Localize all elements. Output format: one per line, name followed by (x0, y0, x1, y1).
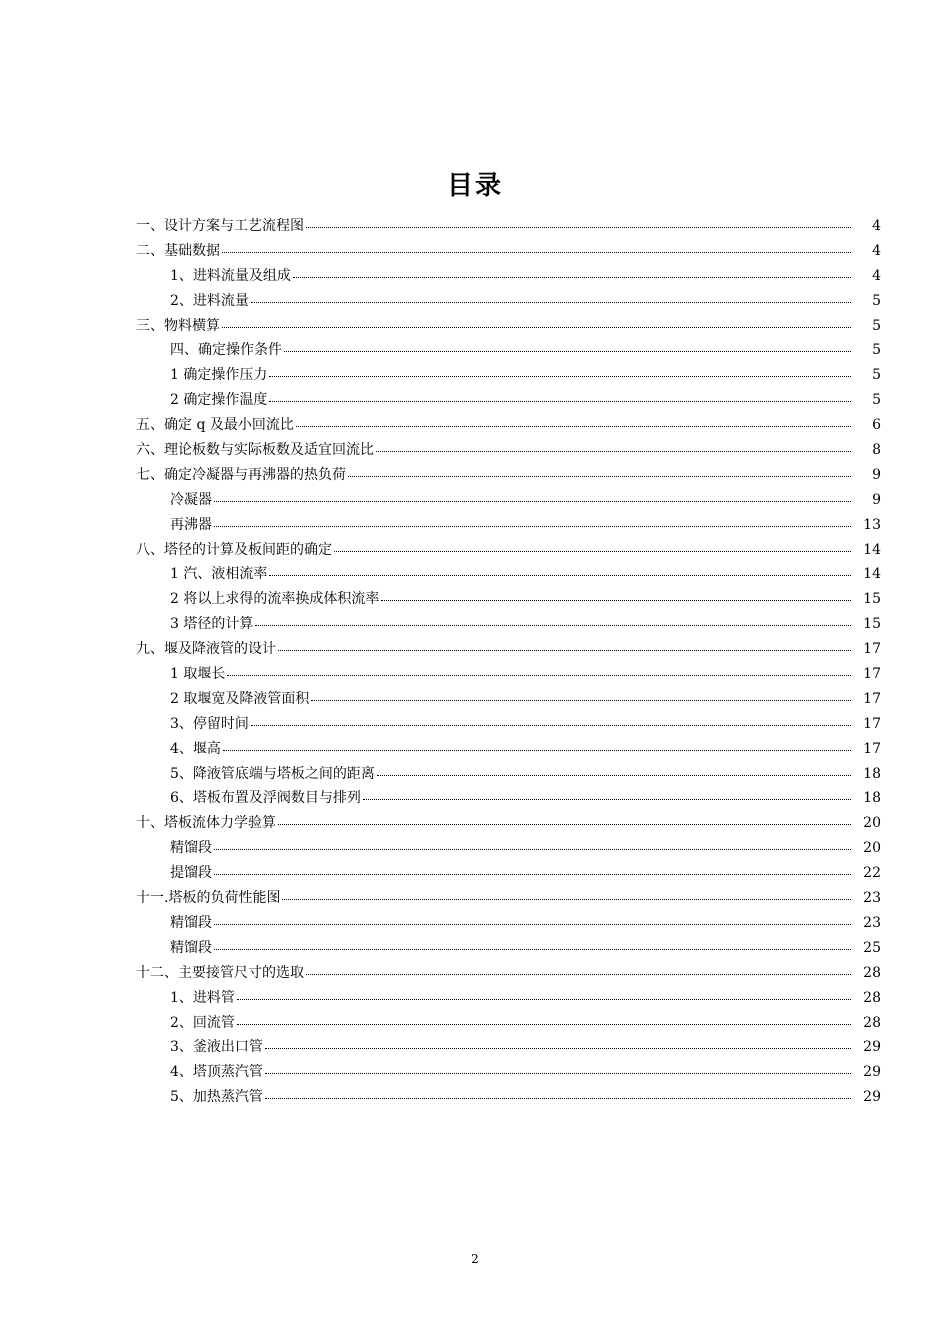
toc-entry-label: 四、确定操作条件 (170, 342, 282, 359)
toc-entry[interactable] (136, 463, 881, 488)
toc-entry[interactable] (136, 687, 881, 712)
toc-entry-page: 17 (863, 690, 881, 707)
toc-entry-label: 精馏段 (170, 914, 212, 931)
toc-dot-leader (237, 1013, 851, 1027)
toc-entry-page: 15 (863, 591, 881, 608)
toc-entry-label: 六、理论板数与实际板数及适宜回流比 (136, 442, 374, 459)
toc-entry[interactable] (136, 662, 881, 687)
toc-entry-label: 三、物料横算 (136, 317, 220, 334)
toc-dot-leader (269, 564, 851, 578)
toc-entry[interactable] (136, 712, 881, 737)
toc-entry-page: 18 (863, 790, 881, 807)
toc-entry[interactable] (136, 264, 881, 289)
toc-entry-label: 五、确定 q 及最小回流比 (136, 417, 294, 434)
toc-entry-label: 2 取堰宽及降液管面积 (170, 690, 310, 707)
toc-entry[interactable] (136, 762, 881, 787)
toc-entry-label: 一、设计方案与工艺流程图 (136, 218, 304, 234)
toc-entry[interactable] (136, 612, 881, 637)
toc-entry-label: 2 确定操作温度 (170, 392, 268, 409)
toc-dot-leader (278, 639, 851, 653)
toc-dot-leader (278, 813, 851, 827)
toc-entry-page: 17 (863, 641, 881, 658)
toc-dot-leader (251, 714, 851, 728)
toc-dot-leader (214, 938, 851, 952)
toc-entry[interactable] (136, 562, 881, 587)
toc-dot-leader (255, 614, 851, 628)
toc-entry-page: 5 (872, 317, 881, 334)
toc-entry[interactable] (136, 1085, 881, 1110)
toc-entry-label: 九、堰及降液管的设计 (136, 641, 276, 658)
toc-entry[interactable] (136, 363, 881, 388)
toc-entry[interactable] (136, 861, 881, 886)
toc-entry[interactable] (136, 1011, 881, 1036)
toc-entry[interactable] (136, 911, 881, 936)
toc-entry-label: 4、堰高 (170, 740, 221, 757)
toc-dot-leader (214, 863, 851, 877)
toc-entry[interactable] (136, 886, 881, 911)
toc-entry[interactable] (136, 587, 881, 612)
toc-entry-label: 十、塔板流体力学验算 (136, 815, 276, 832)
toc-dot-leader (214, 515, 851, 529)
toc-dot-leader (269, 390, 851, 404)
toc-entry-page: 20 (863, 815, 881, 832)
toc-entry[interactable] (136, 836, 881, 861)
toc-entry[interactable] (136, 737, 881, 762)
toc-entry-label: 精馏段 (170, 939, 212, 956)
toc-entry[interactable] (136, 1035, 881, 1060)
toc-entry-label: 2、回流管 (170, 1014, 235, 1031)
toc-entry-page: 28 (863, 964, 881, 981)
toc-dot-leader (223, 739, 851, 753)
toc-entry-label: 5、加热蒸汽管 (170, 1089, 263, 1106)
toc-entry-page: 6 (872, 417, 881, 434)
toc-entry-page: 13 (863, 516, 881, 533)
toc-entry-page: 25 (863, 939, 881, 956)
toc-entry-label: 十一.塔板的负荷性能图 (136, 890, 281, 907)
toc-entry-page: 5 (872, 392, 881, 409)
toc-entry-label: 2、进料流量 (170, 292, 249, 309)
toc-entry-label: 1 确定操作压力 (170, 367, 268, 384)
toc-entry[interactable] (136, 214, 881, 239)
toc-dot-leader (377, 764, 851, 778)
toc-entry-label: 十二、主要接管尺寸的选取 (136, 964, 304, 981)
toc-entry-page: 23 (863, 914, 881, 931)
toc-entry-page: 5 (872, 367, 881, 384)
toc-dot-leader (282, 888, 851, 902)
toc-entry[interactable] (136, 936, 881, 961)
toc-entry-page: 29 (863, 1089, 881, 1106)
toc-dot-leader (306, 963, 851, 977)
toc-entry-page: 29 (863, 1039, 881, 1056)
toc-entry-page: 9 (872, 491, 881, 508)
toc-entry-label: 4、塔顶蒸汽管 (170, 1064, 263, 1081)
toc-entry[interactable] (136, 488, 881, 513)
toc-entry-page: 5 (872, 342, 881, 359)
toc-dot-leader (381, 589, 851, 603)
toc-entry-page: 15 (863, 616, 881, 633)
toc-entry[interactable] (136, 786, 881, 811)
toc-entry-label: 再沸器 (170, 516, 212, 533)
toc-entry-label: 6、塔板布置及浮阀数目与排列 (170, 790, 361, 807)
toc-entry-page: 4 (872, 242, 881, 259)
toc-entry-label: 5、降液管底端与塔板之间的距离 (170, 765, 375, 782)
toc-dot-leader (306, 216, 851, 230)
toc-entry-page: 17 (863, 715, 881, 732)
toc-dot-leader (348, 465, 851, 479)
toc-dot-leader (227, 664, 851, 678)
toc-entry-label: 冷凝器 (170, 491, 212, 508)
toc-dot-leader (265, 1037, 851, 1051)
toc-entry-page: 4 (872, 218, 881, 234)
toc-entry[interactable] (136, 338, 881, 363)
toc-entry[interactable] (136, 314, 881, 339)
toc-entry-label: 1 取堰长 (170, 666, 226, 683)
toc-dot-leader (214, 913, 851, 927)
toc-dot-leader (265, 1062, 851, 1076)
toc-dot-leader (334, 540, 851, 554)
toc-entry-label: 3、釜液出口管 (170, 1039, 263, 1056)
toc-entry-label: 3 塔径的计算 (170, 616, 254, 633)
toc-dot-leader (251, 291, 851, 305)
toc-entry-label: 七、确定冷凝器与再沸器的热负荷 (136, 466, 346, 483)
toc-dot-leader (237, 988, 851, 1002)
toc-entry[interactable] (136, 513, 881, 538)
toc-entry[interactable] (136, 239, 881, 264)
toc-entry-page: 28 (863, 989, 881, 1006)
toc-entry[interactable] (136, 986, 881, 1011)
toc-entry[interactable] (136, 961, 881, 986)
toc-dot-leader (363, 788, 851, 802)
toc-entry[interactable] (136, 413, 881, 438)
toc-entry-label: 1 汽、液相流率 (170, 566, 268, 583)
toc-entry[interactable] (136, 538, 881, 563)
toc-dot-leader (376, 440, 851, 454)
toc-entry-label: 1、进料流量及组成 (170, 267, 291, 284)
toc-entry-label: 1、进料管 (170, 989, 235, 1006)
toc-entry-page: 4 (872, 267, 881, 284)
toc-entry-label: 2 将以上求得的流率换成体积流率 (170, 591, 380, 608)
toc-entry[interactable] (136, 438, 881, 463)
toc-entry-page: 5 (872, 292, 881, 309)
toc-entry-page: 17 (863, 740, 881, 757)
toc-entry-label: 3、停留时间 (170, 715, 249, 732)
toc-entry-page: 14 (863, 541, 881, 558)
toc-entry[interactable] (136, 1060, 881, 1085)
toc-dot-leader (284, 340, 851, 354)
toc-entry[interactable] (136, 637, 881, 662)
toc-entry-page: 28 (863, 1014, 881, 1031)
toc-list (136, 214, 881, 1110)
toc-entry-page: 22 (863, 865, 881, 882)
toc-entry[interactable] (136, 289, 881, 314)
toc-entry-page: 9 (872, 466, 881, 483)
toc-entry-label: 二、基础数据 (136, 242, 220, 259)
toc-dot-leader (214, 838, 851, 852)
toc-entry[interactable] (136, 811, 881, 836)
toc-entry-label: 八、塔径的计算及板间距的确定 (136, 541, 332, 558)
toc-entry-page: 23 (863, 890, 881, 907)
toc-entry-page: 17 (863, 666, 881, 683)
toc-entry-page: 14 (863, 566, 881, 583)
toc-entry-label: 提馏段 (170, 865, 212, 882)
toc-dot-leader (222, 316, 851, 330)
toc-dot-leader (296, 415, 851, 429)
toc-dot-leader (222, 241, 851, 255)
toc-entry-page: 18 (863, 765, 881, 782)
toc-dot-leader (293, 266, 851, 280)
toc-entry-page: 8 (872, 442, 881, 459)
toc-dot-leader (269, 365, 851, 379)
toc-dot-leader (214, 490, 851, 504)
toc-dot-leader (265, 1087, 851, 1101)
toc-entry-page: 20 (863, 840, 881, 857)
toc-entry-page: 29 (863, 1064, 881, 1081)
toc-entry-label: 精馏段 (170, 840, 212, 857)
toc-title: 目录 (446, 171, 503, 201)
page-number: 2 (471, 1252, 479, 1266)
toc-dot-leader (311, 689, 851, 703)
toc-entry[interactable] (136, 388, 881, 413)
